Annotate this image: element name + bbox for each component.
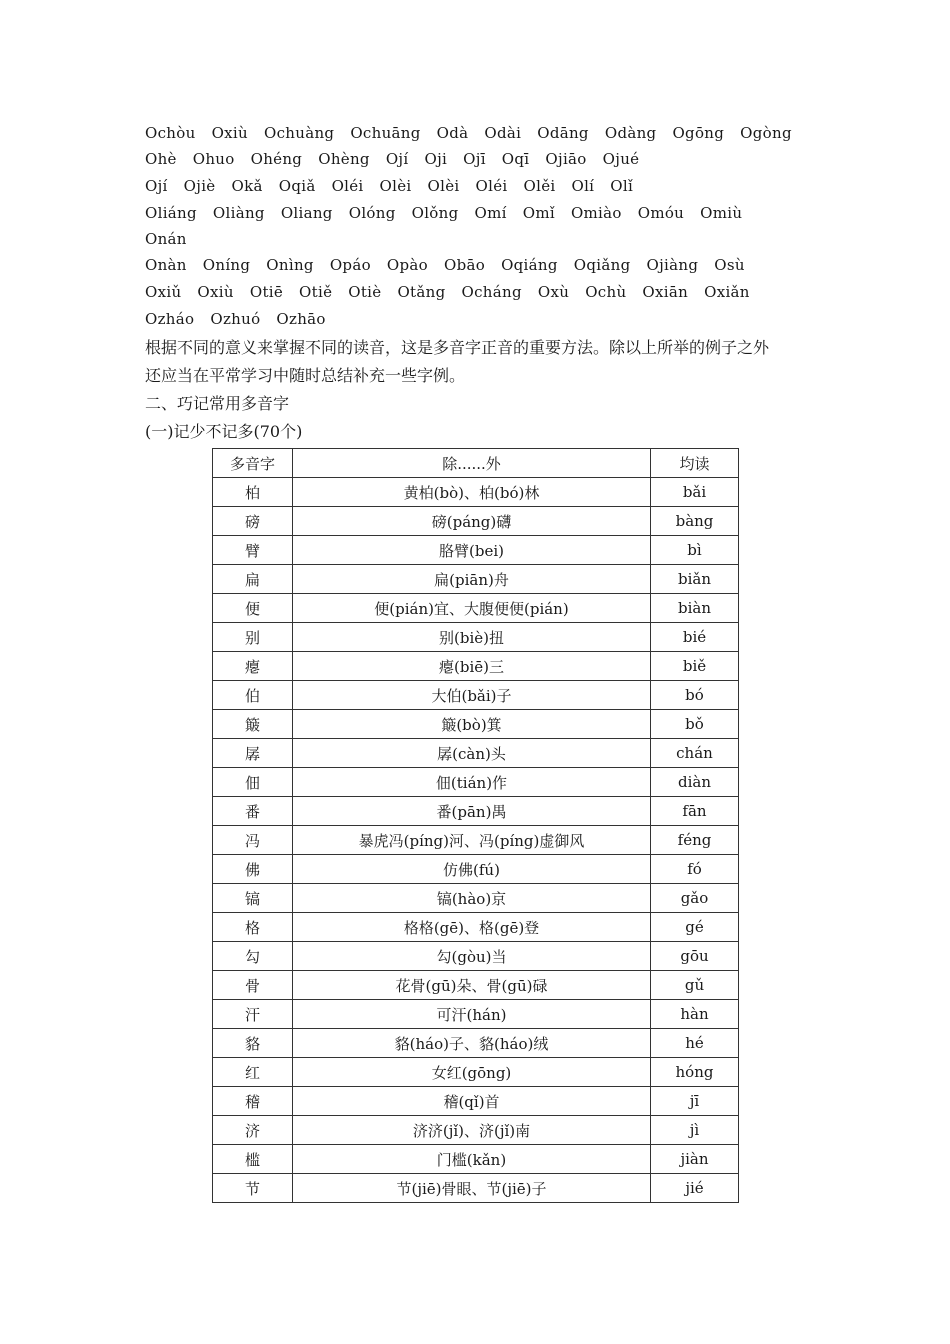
cell-character: 扁 <box>213 565 293 594</box>
table-row <box>213 739 739 768</box>
table-row <box>213 942 739 971</box>
pinyin-option: Otǎng <box>397 283 446 301</box>
cell-character: 瘪 <box>213 652 293 681</box>
table-row <box>213 1029 739 1058</box>
pinyin-option: Ojí <box>145 177 168 195</box>
pinyin-option: Omǐ <box>522 204 555 222</box>
pinyin-option: Oléi <box>475 177 508 195</box>
cell-reading: bì <box>651 536 739 565</box>
cell-reading: bó <box>651 681 739 710</box>
table-row <box>213 594 739 623</box>
cell-character: 骨 <box>213 971 293 1000</box>
cell-exception: 稽(qǐ)首 <box>293 1087 651 1116</box>
cell-exception: 可汗(hán) <box>293 1000 651 1029</box>
pinyin-option: Ohèng <box>318 150 370 168</box>
cell-exception: 胳臂(bei) <box>293 536 651 565</box>
cell-exception: 仿佛(fú) <box>293 855 651 884</box>
paragraph-line: 根据不同的意义来掌握不同的读音，这是多音字正音的重要方法。除以上所举的例子之外 <box>145 338 770 357</box>
table-row <box>213 652 739 681</box>
cell-reading: gōu <box>651 942 739 971</box>
pinyin-line <box>145 279 830 305</box>
cell-exception: 镐(hào)京 <box>293 884 651 913</box>
pinyin-option: Obāo <box>443 256 486 274</box>
cell-exception: 女红(gōng) <box>293 1058 651 1087</box>
table-row <box>213 478 739 507</box>
pinyin-option: Omí <box>474 204 507 222</box>
cell-exception: 番(pān)禺 <box>293 797 651 826</box>
pinyin-option: Olěi <box>523 177 556 195</box>
pinyin-option: Omóu <box>637 204 685 222</box>
cell-exception: 磅(páng)礴 <box>293 507 651 536</box>
pinyin-option: Ochuàng <box>263 124 335 142</box>
cell-reading: gé <box>651 913 739 942</box>
cell-character: 节 <box>213 1174 293 1203</box>
cell-reading: bàng <box>651 507 739 536</box>
cell-reading: biě <box>651 652 739 681</box>
pinyin-option: Oliáng <box>145 204 197 222</box>
cell-exception: 门槛(kǎn) <box>293 1145 651 1174</box>
header-reading: 均读 <box>651 449 739 478</box>
cell-character: 镐 <box>213 884 293 913</box>
cell-exception: 济济(jǐ)、济(jǐ)南 <box>293 1116 651 1145</box>
table-row <box>213 797 739 826</box>
cell-exception: 便(pián)宜、大腹便便(pián) <box>293 594 651 623</box>
cell-reading: biǎn <box>651 565 739 594</box>
pinyin-option: Olèi <box>379 177 412 195</box>
table-row <box>213 710 739 739</box>
cell-exception: 别(biè)扭 <box>293 623 651 652</box>
cell-reading: hé <box>651 1029 739 1058</box>
pinyin-option: Ojiè <box>183 177 216 195</box>
cell-character: 勾 <box>213 942 293 971</box>
pinyin-option: Odà <box>436 124 469 142</box>
cell-reading: bǒ <box>651 710 739 739</box>
table-row <box>213 1058 739 1087</box>
table-row <box>213 1174 739 1203</box>
cell-exception: 勾(gòu)当 <box>293 942 651 971</box>
pinyin-option: Olǐ <box>610 177 634 195</box>
header-exception: 除......外 <box>293 449 651 478</box>
pinyin-line <box>145 120 830 146</box>
pinyin-option: Oliang <box>280 204 333 222</box>
pinyin-option: Odài <box>484 124 522 142</box>
cell-exception: 格格(gē)、格(gē)登 <box>293 913 651 942</box>
pinyin-option: Okǎ <box>231 177 263 195</box>
cell-reading: gǔ <box>651 971 739 1000</box>
pinyin-option: Ocháng <box>461 283 522 301</box>
cell-character: 稽 <box>213 1087 293 1116</box>
pinyin-option: Ohuo <box>192 150 235 168</box>
subsection-heading: (一)记少不记多(70个) <box>145 422 303 441</box>
table-row <box>213 623 739 652</box>
polyphone-table <box>212 448 739 1203</box>
cell-exception: 花骨(gū)朵、骨(gū)碌 <box>293 971 651 1000</box>
cell-character: 臂 <box>213 536 293 565</box>
pinyin-line <box>145 226 830 252</box>
cell-exception: 貉(háo)子、貉(háo)绒 <box>293 1029 651 1058</box>
cell-reading: jì <box>651 1116 739 1145</box>
cell-reading: fān <box>651 797 739 826</box>
pinyin-option: Ohéng <box>250 150 303 168</box>
cell-character: 济 <box>213 1116 293 1145</box>
cell-exception: 扁(piān)舟 <box>293 565 651 594</box>
cell-reading: jiàn <box>651 1145 739 1174</box>
paragraph-method <box>145 334 815 390</box>
cell-exception: 瘪(biē)三 <box>293 652 651 681</box>
pinyin-option: Odāng <box>537 124 589 142</box>
header-character: 多音字 <box>213 449 293 478</box>
pinyin-option: Otiē <box>249 283 284 301</box>
pinyin-option: Oxù <box>537 283 570 301</box>
cell-character: 孱 <box>213 739 293 768</box>
pinyin-option: Omiù <box>700 204 743 222</box>
pinyin-option: Ozhāo <box>276 310 326 328</box>
table-row <box>213 536 739 565</box>
pinyin-option: Oqiǎ <box>278 177 316 195</box>
cell-character: 貉 <box>213 1029 293 1058</box>
pinyin-option: Oxiān <box>642 283 689 301</box>
pinyin-option: Ogōng <box>672 124 725 142</box>
table-row <box>213 1000 739 1029</box>
cell-character: 磅 <box>213 507 293 536</box>
pinyin-option: Opáo <box>329 256 371 274</box>
paragraph-line: 还应当在平常学习中随时总结补充一些字例。 <box>145 366 466 385</box>
pinyin-option: Oxiù <box>211 124 248 142</box>
pinyin-option: Ojí <box>385 150 409 168</box>
cell-character: 红 <box>213 1058 293 1087</box>
table-row <box>213 1116 739 1145</box>
cell-reading: fó <box>651 855 739 884</box>
cell-reading: féng <box>651 826 739 855</box>
pinyin-option: Osù <box>714 256 745 274</box>
cell-exception: 大伯(bǎi)子 <box>293 681 651 710</box>
table-row <box>213 826 739 855</box>
section-heading: 二、巧记常用多音字 <box>145 394 290 413</box>
pinyin-option: Oxiù <box>197 283 234 301</box>
pinyin-option: Oléi <box>331 177 364 195</box>
pinyin-line <box>145 200 830 226</box>
cell-exception: 孱(càn)头 <box>293 739 651 768</box>
pinyin-option: Olǒng <box>411 204 459 222</box>
pinyin-option: Olèi <box>427 177 460 195</box>
cell-character: 便 <box>213 594 293 623</box>
cell-exception: 簸(bò)箕 <box>293 710 651 739</box>
cell-character: 汗 <box>213 1000 293 1029</box>
cell-reading: jié <box>651 1174 739 1203</box>
table-header-row <box>213 449 739 478</box>
pinyin-option: Ochuāng <box>350 124 421 142</box>
table-row <box>213 681 739 710</box>
pinyin-option: Oliàng <box>212 204 265 222</box>
pinyin-option: Oji <box>424 150 448 168</box>
pinyin-option: Onìng <box>266 256 314 274</box>
cell-character: 伯 <box>213 681 293 710</box>
cell-exception: 佃(tián)作 <box>293 768 651 797</box>
pinyin-option: Ochòu <box>145 124 196 142</box>
cell-character: 冯 <box>213 826 293 855</box>
pinyin-option: Omiào <box>570 204 622 222</box>
pinyin-option: Oqiǎng <box>573 256 631 274</box>
cell-reading: gǎo <box>651 884 739 913</box>
table-row <box>213 1145 739 1174</box>
table-row <box>213 913 739 942</box>
cell-reading: diàn <box>651 768 739 797</box>
pinyin-line <box>145 306 830 332</box>
table-row <box>213 884 739 913</box>
cell-character: 佃 <box>213 768 293 797</box>
cell-reading: jī <box>651 1087 739 1116</box>
pinyin-option: Oxiǔ <box>145 283 182 301</box>
cell-character: 柏 <box>213 478 293 507</box>
table-row <box>213 971 739 1000</box>
pinyin-option: Ohè <box>145 150 177 168</box>
pinyin-line <box>145 173 830 199</box>
pinyin-option: Ojué <box>602 150 640 168</box>
cell-character: 簸 <box>213 710 293 739</box>
cell-reading: bié <box>651 623 739 652</box>
cell-character: 槛 <box>213 1145 293 1174</box>
pinyin-option: Onán <box>145 230 187 248</box>
pinyin-option: Onàn <box>145 256 187 274</box>
pinyin-option: Opào <box>386 256 428 274</box>
table-row <box>213 565 739 594</box>
cell-exception: 节(jiē)骨眼、节(jiē)子 <box>293 1174 651 1203</box>
table-row <box>213 507 739 536</box>
cell-reading: hàn <box>651 1000 739 1029</box>
pinyin-option: Otiě <box>299 283 333 301</box>
pinyin-option: Ojiāo <box>545 150 587 168</box>
pinyin-option: Oxiǎn <box>704 283 750 301</box>
cell-reading: hóng <box>651 1058 739 1087</box>
pinyin-option: Oqī <box>501 150 530 168</box>
pinyin-option: Oqiáng <box>501 256 558 274</box>
cell-exception: 黄柏(bò)、柏(bó)林 <box>293 478 651 507</box>
pinyin-line <box>145 146 830 172</box>
pinyin-option: Ojiàng <box>646 256 699 274</box>
pinyin-option: Olóng <box>348 204 396 222</box>
cell-reading: bǎi <box>651 478 739 507</box>
table-row <box>213 855 739 884</box>
pinyin-option: Olí <box>571 177 595 195</box>
cell-character: 格 <box>213 913 293 942</box>
cell-character: 佛 <box>213 855 293 884</box>
pinyin-option: Ogòng <box>740 124 792 142</box>
pinyin-option: Ozhuó <box>210 310 261 328</box>
pinyin-option: Ochù <box>585 283 627 301</box>
pinyin-line <box>145 252 830 278</box>
pinyin-option: Ozháo <box>145 310 195 328</box>
cell-exception: 暴虎冯(píng)河、冯(píng)虚御风 <box>293 826 651 855</box>
pinyin-option: Odàng <box>604 124 657 142</box>
pinyin-option: Ojī <box>463 150 486 168</box>
cell-reading: chán <box>651 739 739 768</box>
pinyin-option: Otiè <box>348 283 382 301</box>
table-row <box>213 1087 739 1116</box>
pinyin-option: Oníng <box>202 256 251 274</box>
cell-reading: biàn <box>651 594 739 623</box>
table-row <box>213 768 739 797</box>
cell-character: 别 <box>213 623 293 652</box>
cell-character: 番 <box>213 797 293 826</box>
